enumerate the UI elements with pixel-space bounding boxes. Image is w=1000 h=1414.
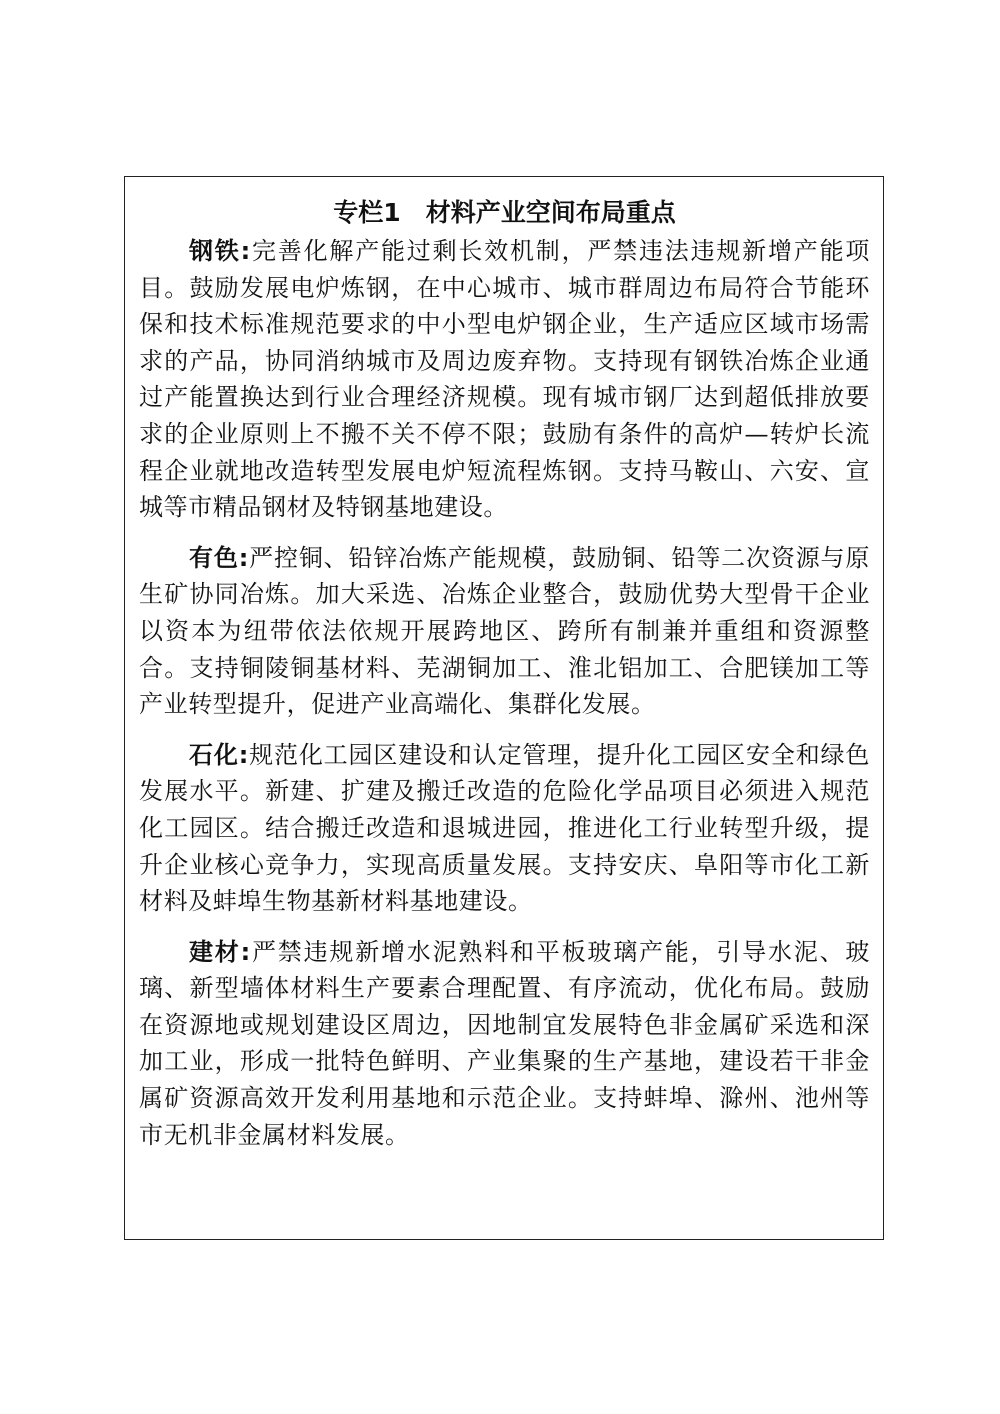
section-label-nonferrous: 有色: [189, 543, 249, 572]
section-label-steel: 钢铁: [189, 237, 251, 265]
section-text-building-materials: 严禁违规新增水泥熟料和平板玻璃产能，引导水泥、玻璃、新型墙体材料生产要素合理配置、有序流动，优化布局。鼓励在资源地或规划建设区周边，因地制宜发展特色非金属矿采选和深加工业，形成一批特色鲜明、产业集聚的生产基地，建设若干非金属矿资源高效开发利用基地和示范企业。支持蚌埠、滁州、池州等市无机非金属材料发展。 [139, 937, 870, 1149]
section-label-petrochemical: 石化: [189, 740, 249, 769]
column-box [124, 176, 884, 1240]
section-label-building-materials: 建材: [189, 937, 251, 966]
section-steel [139, 233, 870, 526]
section-petrochemical [139, 737, 870, 920]
section-text-steel: 完善化解产能过剩长效机制，严禁违法违规新增产能项目。鼓励发展电炉炼钢，在中心城市、城市群周边布局符合节能环保和技术标准规范要求的中小型电炉钢企业，生产适应区域市场需求的产品，协同消纳城市及周边废弃物。支持现有钢铁冶炼企业通过产能置换达到行业合理经济规模。现有城市钢厂达到超低排放要求的企业原则上不搬不关不停不限；鼓励有条件的高炉—转炉长流程企业就地改造转型发展电炉短流程炼钢。支持马鞍山、六安、宣城等市精品钢材及特钢基地建设。 [139, 237, 870, 522]
section-text-nonferrous: 严控铜、铅锌冶炼产能规模，鼓励铜、铅等二次资源与原生矿协同冶炼。加大采选、冶炼企业整合，鼓励优势大型骨干企业以资本为纽带依法依规开展跨地区、跨所有制兼并重组和资源整合。支持铜陵铜基材料、芜湖铜加工、淮北铝加工、合肥镁加工等产业转型提升，促进产业高端化、集群化发展。 [139, 543, 870, 719]
column-title: 专栏1 材料产业空间布局重点 [333, 198, 676, 227]
section-nonferrous [139, 540, 870, 723]
section-text-petrochemical: 规范化工园区建设和认定管理，提升化工园区安全和绿色发展水平。新建、扩建及搬迁改造的危险化学品项目必须进入规范化工园区。结合搬迁改造和退城进园，推进化工行业转型升级，提升企业核心竞争力，实现高质量发展。支持安庆、阜阳等市化工新材料及蚌埠生物基新材料基地建设。 [139, 740, 870, 916]
section-building-materials [139, 934, 870, 1154]
